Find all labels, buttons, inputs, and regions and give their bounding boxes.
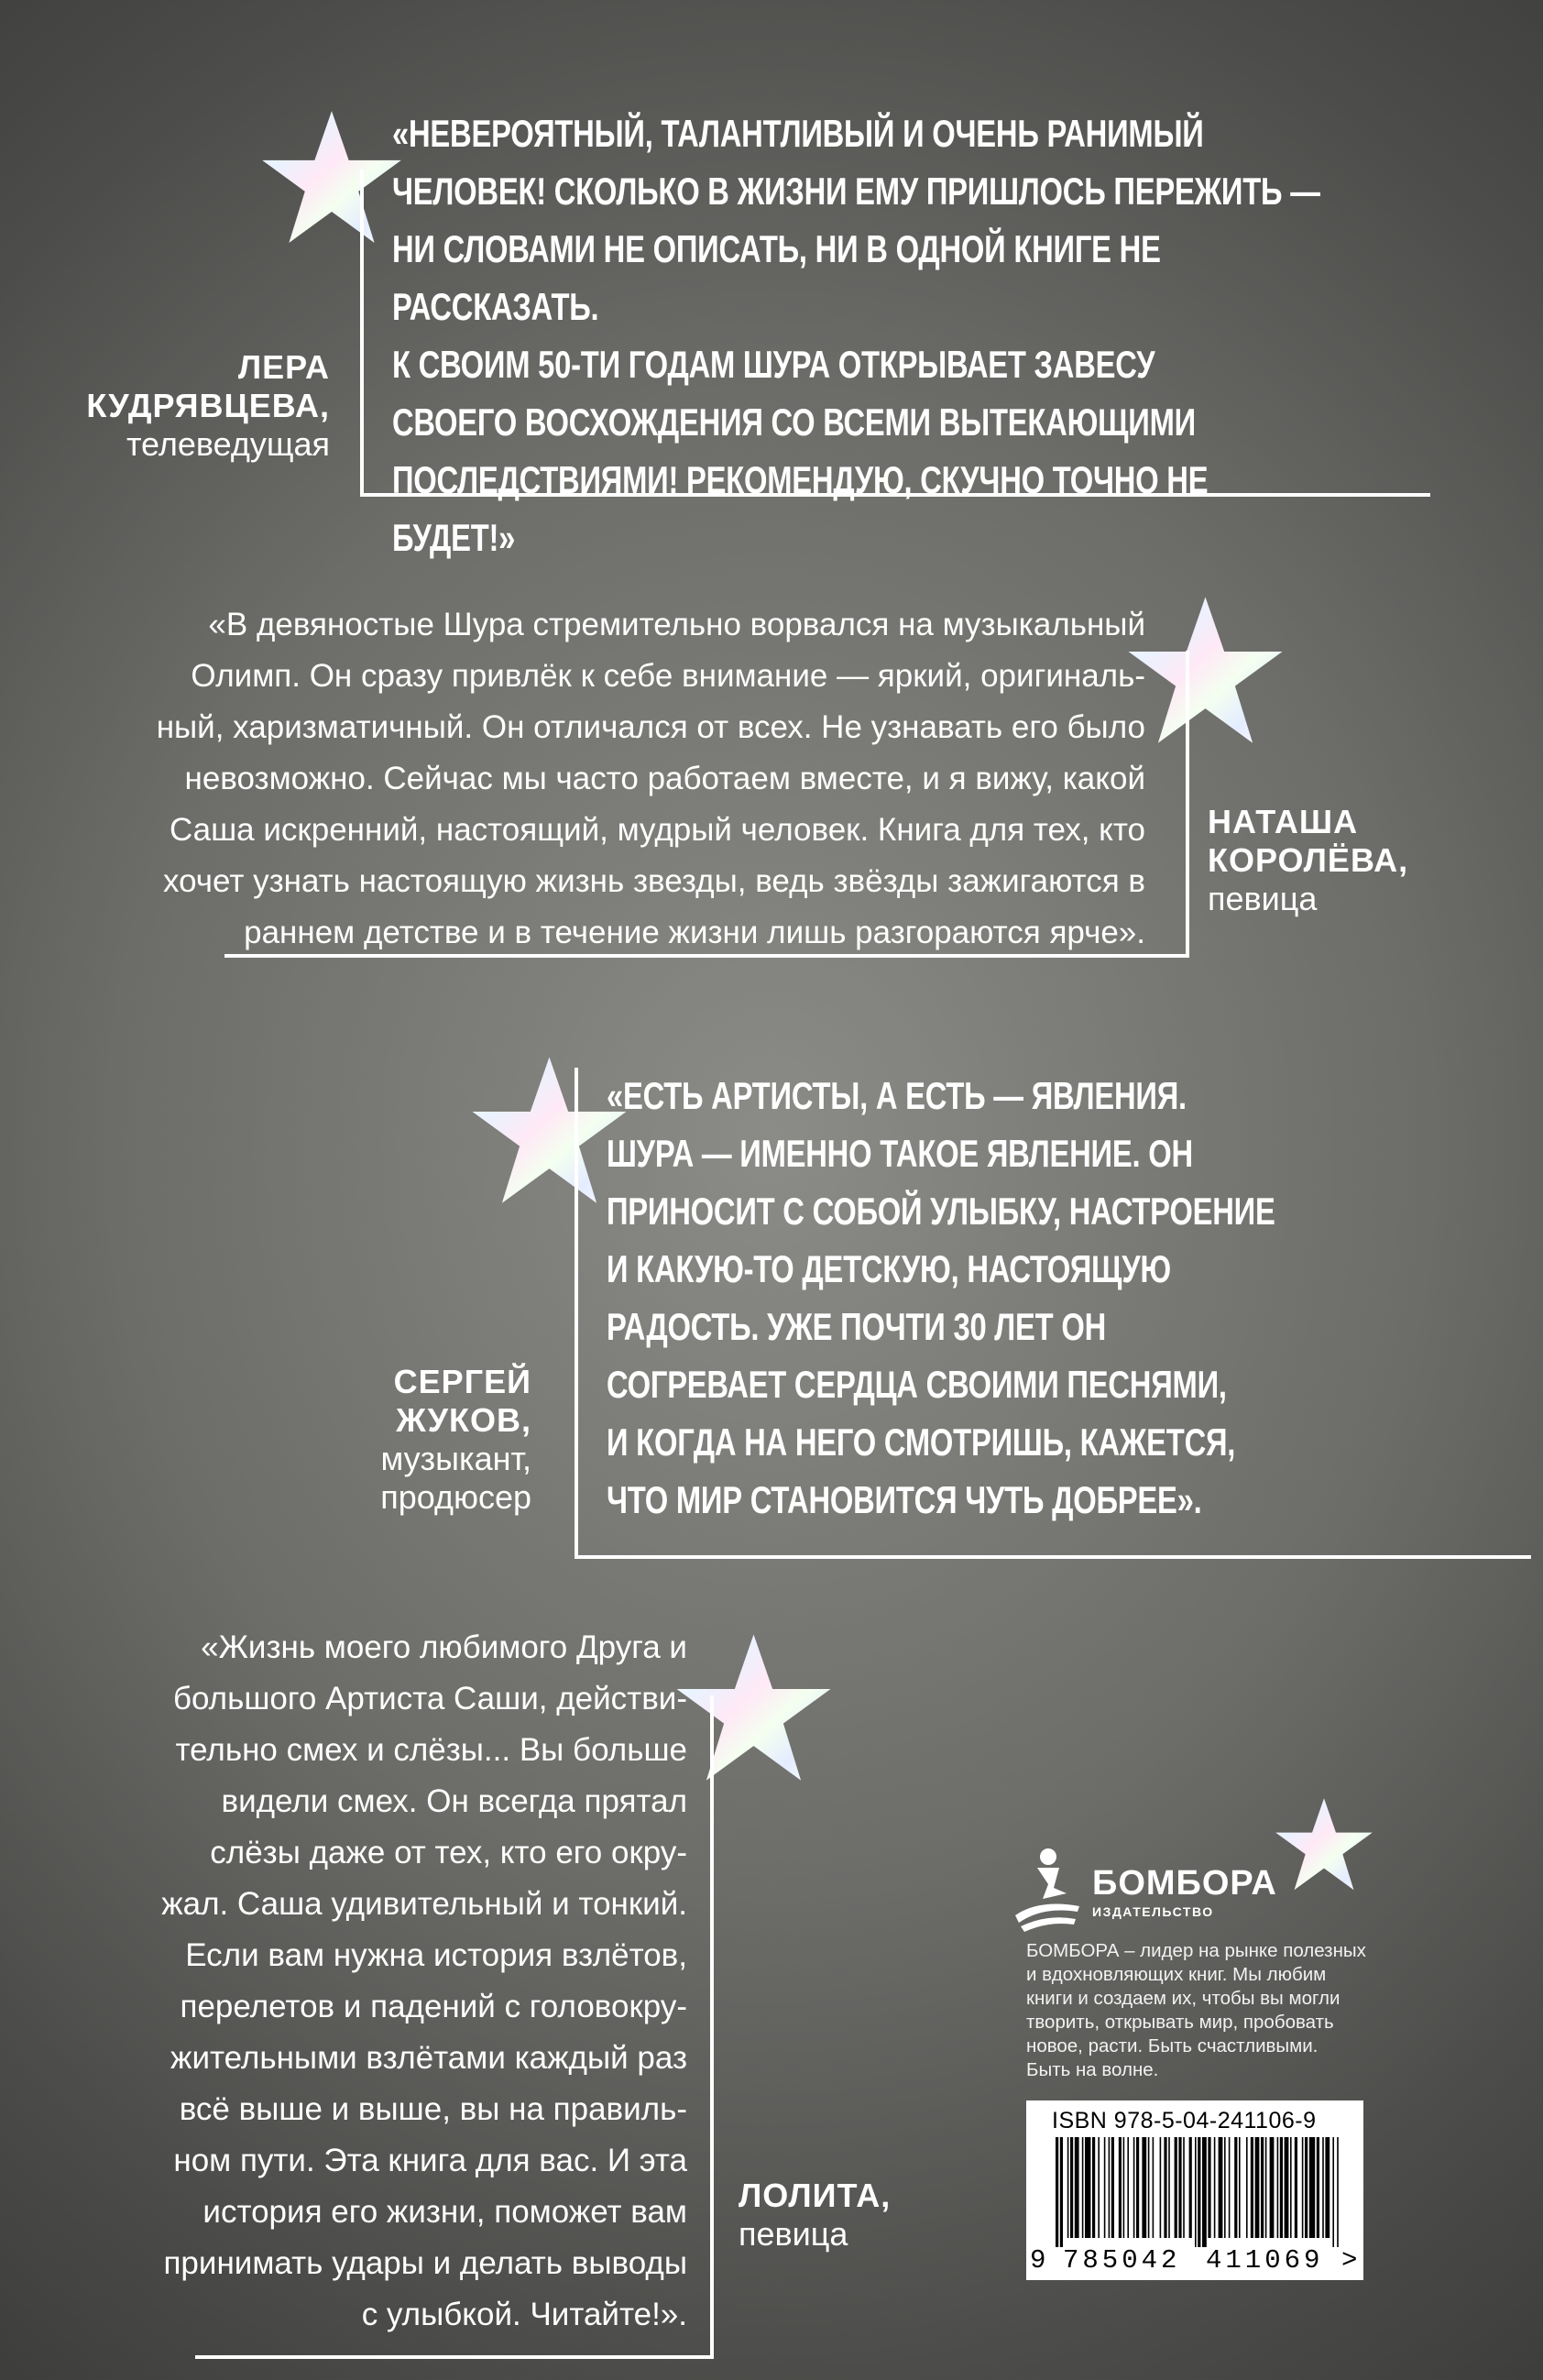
quote-author: [1208, 803, 1510, 918]
quote-block: [607, 1067, 1523, 1529]
barcode-bar: [1195, 2137, 1197, 2247]
barcode-bar: [1325, 2137, 1330, 2238]
holographic-star-icon: [1274, 1796, 1374, 1897]
barcode-bar: [1332, 2137, 1334, 2247]
ean-left-group: 785042: [1063, 2245, 1181, 2276]
barcode-bar: [1148, 2137, 1150, 2238]
barcode-bar: [1085, 2137, 1090, 2238]
barcode-bar: [1295, 2137, 1297, 2238]
publisher-subtitle: ИЗДАТЕЛЬСТВО: [1092, 1903, 1214, 1919]
barcode-bar: [1309, 2137, 1315, 2238]
barcode-bar: [1111, 2137, 1114, 2238]
author-role: певица: [1208, 880, 1318, 917]
barcode-bar: [1261, 2137, 1264, 2238]
barcode-bar: [1067, 2137, 1069, 2238]
barcode-bar: [1280, 2137, 1283, 2238]
barcode-bar: [1337, 2137, 1339, 2247]
barcode-bar: [1285, 2137, 1289, 2238]
quote-bracket: [224, 651, 1189, 958]
author-name: НАТАША КОРОЛЁВА,: [1208, 803, 1409, 879]
barcode-bar: [1070, 2137, 1073, 2238]
author-name: ЛОЛИТА,: [739, 2177, 892, 2214]
barcode-bar: [1302, 2137, 1304, 2238]
barcode-bar: [1265, 2137, 1267, 2238]
barcode-bar: [1290, 2137, 1292, 2238]
barcode-bar: [1092, 2137, 1095, 2238]
quote-text: «НЕВЕРОЯТНЫЙ, ТАЛАНТЛИВЫЙ И ОЧЕНЬ РАНИМЫЙ ЧЕЛОВЕК! СКОЛЬКО В ЖИЗНИ ЕМУ ПРИШЛОСЬ ПЕРЕЖИТЬ — НИ СЛОВАМИ НЕ ОПИСАТЬ, НИ В ОДНОЙ КНИГЕ НЕ РАССКАЗАТЬ. К СВОИМ 50-ТИ ГОДАМ ШУРА ОТКРЫВАЕТ ЗАВЕСУ СВОЕГО ВОСХОЖДЕНИЯ СО ВСЕМИ ВЫТЕКАЮЩИМИ ПОСЛЕДСТВИЯМИ! РЕКОМЕНДУЮ, СКУЧНО ТОЧНО НЕ БУДЕТ!»: [392, 112, 1320, 559]
author-name: ЛЕРА КУДРЯВЦЕВА,: [86, 348, 330, 424]
publisher-name: БОМБОРА: [1092, 1863, 1277, 1903]
barcode-bar: [1208, 2137, 1210, 2238]
barcode-bar: [1255, 2137, 1260, 2238]
barcode-bar: [1202, 2137, 1207, 2247]
barcode-bar: [1214, 2137, 1216, 2238]
barcode-bar: [1189, 2137, 1192, 2238]
quote-author: [64, 348, 330, 464]
barcode-bar: [1082, 2137, 1084, 2238]
publisher-description: БОМБОРА – лидер на рынке полезных и вдохновляющих книг. Мы любим книги и создаем их, чтобы вы могли творить, открывать мир, пробовать новое, расти. Быть счастливыми. Быть на волне.: [1026, 1940, 1366, 2080]
barcode-bar: [1277, 2137, 1279, 2238]
barcode-bar: [1175, 2137, 1177, 2238]
quote-text: «В девяностые Шура стремительно ворвался на музыкальный Олимп. Он сразу привлёк к себе внимание — яркий, оригиналь- ный, харизматичный. Он отличался от всех. Не узнавать его было невозможно. Сейчас мы часто работаем вместе, и я вижу, какой Саша искренний, настоящий, мудрый человек. Книга для тех, кто хочет узнать настоящую жизнь звезды, ведь звёзды зажигаются в раннем детстве и в течение жизни лишь разгораются ярче».: [156, 607, 1145, 950]
barcode-bars: [1046, 2137, 1358, 2247]
author-role: телеведущая: [126, 425, 330, 463]
barcode-bar: [1142, 2137, 1146, 2238]
author-role: певица: [739, 2215, 848, 2253]
barcode-bar: [1160, 2137, 1162, 2238]
barcode-bar: [1183, 2137, 1185, 2238]
isbn-label: ISBN 978-5-04-241106-9: [1052, 2108, 1317, 2133]
ean-first-digit: 9: [1030, 2245, 1046, 2276]
barcode-bar: [1246, 2137, 1248, 2238]
quote-block: [392, 104, 1543, 566]
quote-text: «ЕСТЬ АРТИСТЫ, А ЕСТЬ — ЯВЛЕНИЯ. ШУРА — ИМЕННО ТАКОЕ ЯВЛЕНИЕ. ОН ПРИНОСИТ С СОБОЙ УЛЫБКУ, НАСТРОЕНИЕ И КАКУЮ-ТО ДЕТСКУЮ, НАСТОЯЩУЮ РАДОСТЬ. УЖЕ ПОЧТИ 30 ЛЕТ ОН СОГРЕВАЕТ СЕРДЦА СВОИМИ ПЕСНЯМИ, И КОГДА НА НЕГО СМОТРИШЬ, КАЖЕТСЯ, ЧТО МИР СТАНОВИТСЯ ЧУТЬ ДОБРЕЕ».: [607, 1074, 1275, 1521]
ean-right-group: 411069: [1206, 2245, 1324, 2276]
author-role: музыкант, продюсер: [380, 1440, 531, 1516]
barcode-bar: [1075, 2137, 1079, 2238]
quote-author: [739, 2177, 977, 2254]
isbn-barcode: [1026, 2100, 1363, 2280]
barcode-bar: [1136, 2137, 1139, 2238]
barcode-bar: [1098, 2137, 1100, 2238]
barcode-bar: [1270, 2137, 1275, 2238]
bombora-rider-icon: [1012, 1848, 1083, 1936]
barcode-bar: [1322, 2137, 1324, 2238]
barcode-bar: [1317, 2137, 1319, 2238]
barcode-bar: [1239, 2137, 1241, 2238]
barcode-bar: [1127, 2137, 1129, 2238]
barcode-bar: [1219, 2137, 1223, 2238]
barcode-bar: [1153, 2137, 1155, 2238]
barcode-bar: [1305, 2137, 1308, 2238]
publisher-logo: [1012, 1848, 1277, 1936]
barcode-bar: [1060, 2137, 1063, 2247]
barcode-bar: [1056, 2137, 1058, 2247]
publisher-description-block: [1026, 1939, 1411, 2082]
barcode-bar: [1104, 2137, 1106, 2238]
ean-quiet-mark: >: [1341, 2245, 1358, 2276]
quote-bracket: [195, 1695, 714, 2359]
barcode-bar: [1234, 2137, 1237, 2238]
barcode-bar: [1123, 2137, 1125, 2238]
barcode-bar: [1168, 2137, 1170, 2238]
barcode-bar: [1178, 2137, 1181, 2238]
barcode-bar: [1119, 2137, 1122, 2238]
barcode-bar: [1109, 2137, 1111, 2238]
barcode-bar: [1133, 2137, 1135, 2238]
barcode-bar: [1251, 2137, 1253, 2238]
quote-author: [266, 1363, 531, 1517]
barcode-bar: [1229, 2137, 1231, 2238]
barcode-bar: [1164, 2137, 1166, 2238]
barcode-bar: [1198, 2137, 1200, 2247]
author-name: СЕРГЕЙ ЖУКОВ,: [393, 1363, 531, 1439]
quote-text: «Жизнь моего любимого Друга и большого Артиста Саши, действи- тельно смех и слёзы... Вы больше видели смех. Он всегда прятал слёзы даже от тех, кто его окру- жал. Саша удивительный и тонкий. Если вам нужна история взлётов, перелетов и падений с головокру- жительными взлётами каждый раз всё выше и выше, вы на правиль- ном пути. Эта книга для вас. И эта история его жизни, поможет вам принимать удары и делать выводы с улыбкой. Читайте!».: [161, 1629, 687, 2332]
barcode-bar: [1224, 2137, 1226, 2238]
